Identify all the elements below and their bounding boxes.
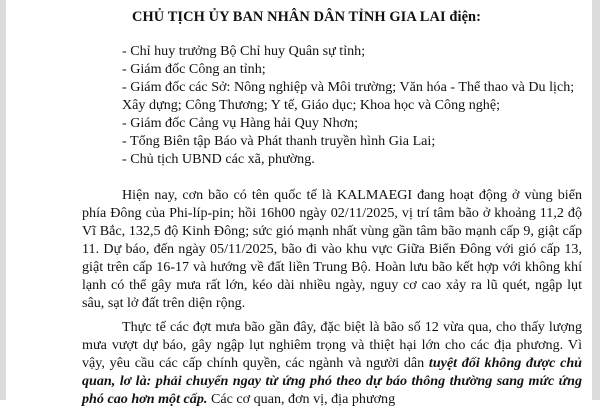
- directive-emphasis: tuyệt đối không được chủ quan, lơ là: phải chuyển ngay từ ứng phó theo dự báo thông thường sang mức ứng phó cao hơn một cấp.: [82, 355, 582, 407]
- recipient-item: - Giám đốc Cảng vụ Hàng hải Quy Nhơn;: [122, 115, 359, 131]
- recipient-item: - Giám đốc các Sở: Nông nghiệp và Môi trường; Văn hóa - Thể thao và Du lịch; Xây dựng; Công Thương; Y tế, Giáo dục; Khoa học và Công nghệ;: [122, 79, 575, 113]
- recipient-item: - Tổng Biên tập Báo và Phát thanh truyền hình Gia Lai;: [122, 133, 436, 149]
- document-heading: CHỦ TỊCH ỦY BAN NHÂN DÂN TỈNH GIA LAI điện:: [132, 9, 482, 25]
- photo-left-edge: [0, 0, 6, 400]
- photo-right-edge: [592, 0, 600, 400]
- recipient-item: - Giám đốc Công an tỉnh;: [122, 61, 266, 77]
- storm-info-paragraph: Hiện nay, cơn bão có tên quốc tế là KALMAEGI đang hoạt động ở vùng biển phía Đông của Phi-líp-pin; hồi 16h00 ngày 02/11/2025, vị trí tâm bão ở khoảng 11,2 độ Vĩ Bắc, 132,5 độ Kinh Đông; sức gió mạnh nhất vùng gần tâm bão mạnh cấp 9, giật cấp 11. Dự báo, đến ngày 05/11/2025, bão đi vào khu vực Giữa Biển Đông với gió cấp 13, giật trên cấp 16-17 và hướng về đất liền Trung Bộ. Hoàn lưu bão kết hợp với không khí lạnh có thể gây mưa rất lớn, kéo dài nhiều ngày, nguy cơ cao xảy ra lũ quét, ngập lụt sâu, sạt lở đất trên diện rộng.: [82, 187, 582, 311]
- recipient-item: - Chủ tịch UBND các xã, phường.: [122, 151, 315, 167]
- recipient-item: - Chỉ huy trưởng Bộ Chỉ huy Quân sự tỉnh;: [122, 43, 366, 59]
- directive-paragraph: [82, 318, 582, 408]
- document-page: [82, 8, 582, 414]
- directive-text: Thực tế các đợt mưa bão gần đây, đặc biệt là bão số 12 vừa qua, cho thấy lượng mưa vượt dự báo, gây ngập lụt nghiêm trọng và thiệt hại lớn cho các địa phương. Vì vậy, yêu cầu các cấp chính quyền, các ngành và người dân: [82, 319, 582, 371]
- directive-text-end: Các cơ quan, đơn vị, địa phương: [207, 391, 396, 407]
- recipient-list: [82, 42, 582, 168]
